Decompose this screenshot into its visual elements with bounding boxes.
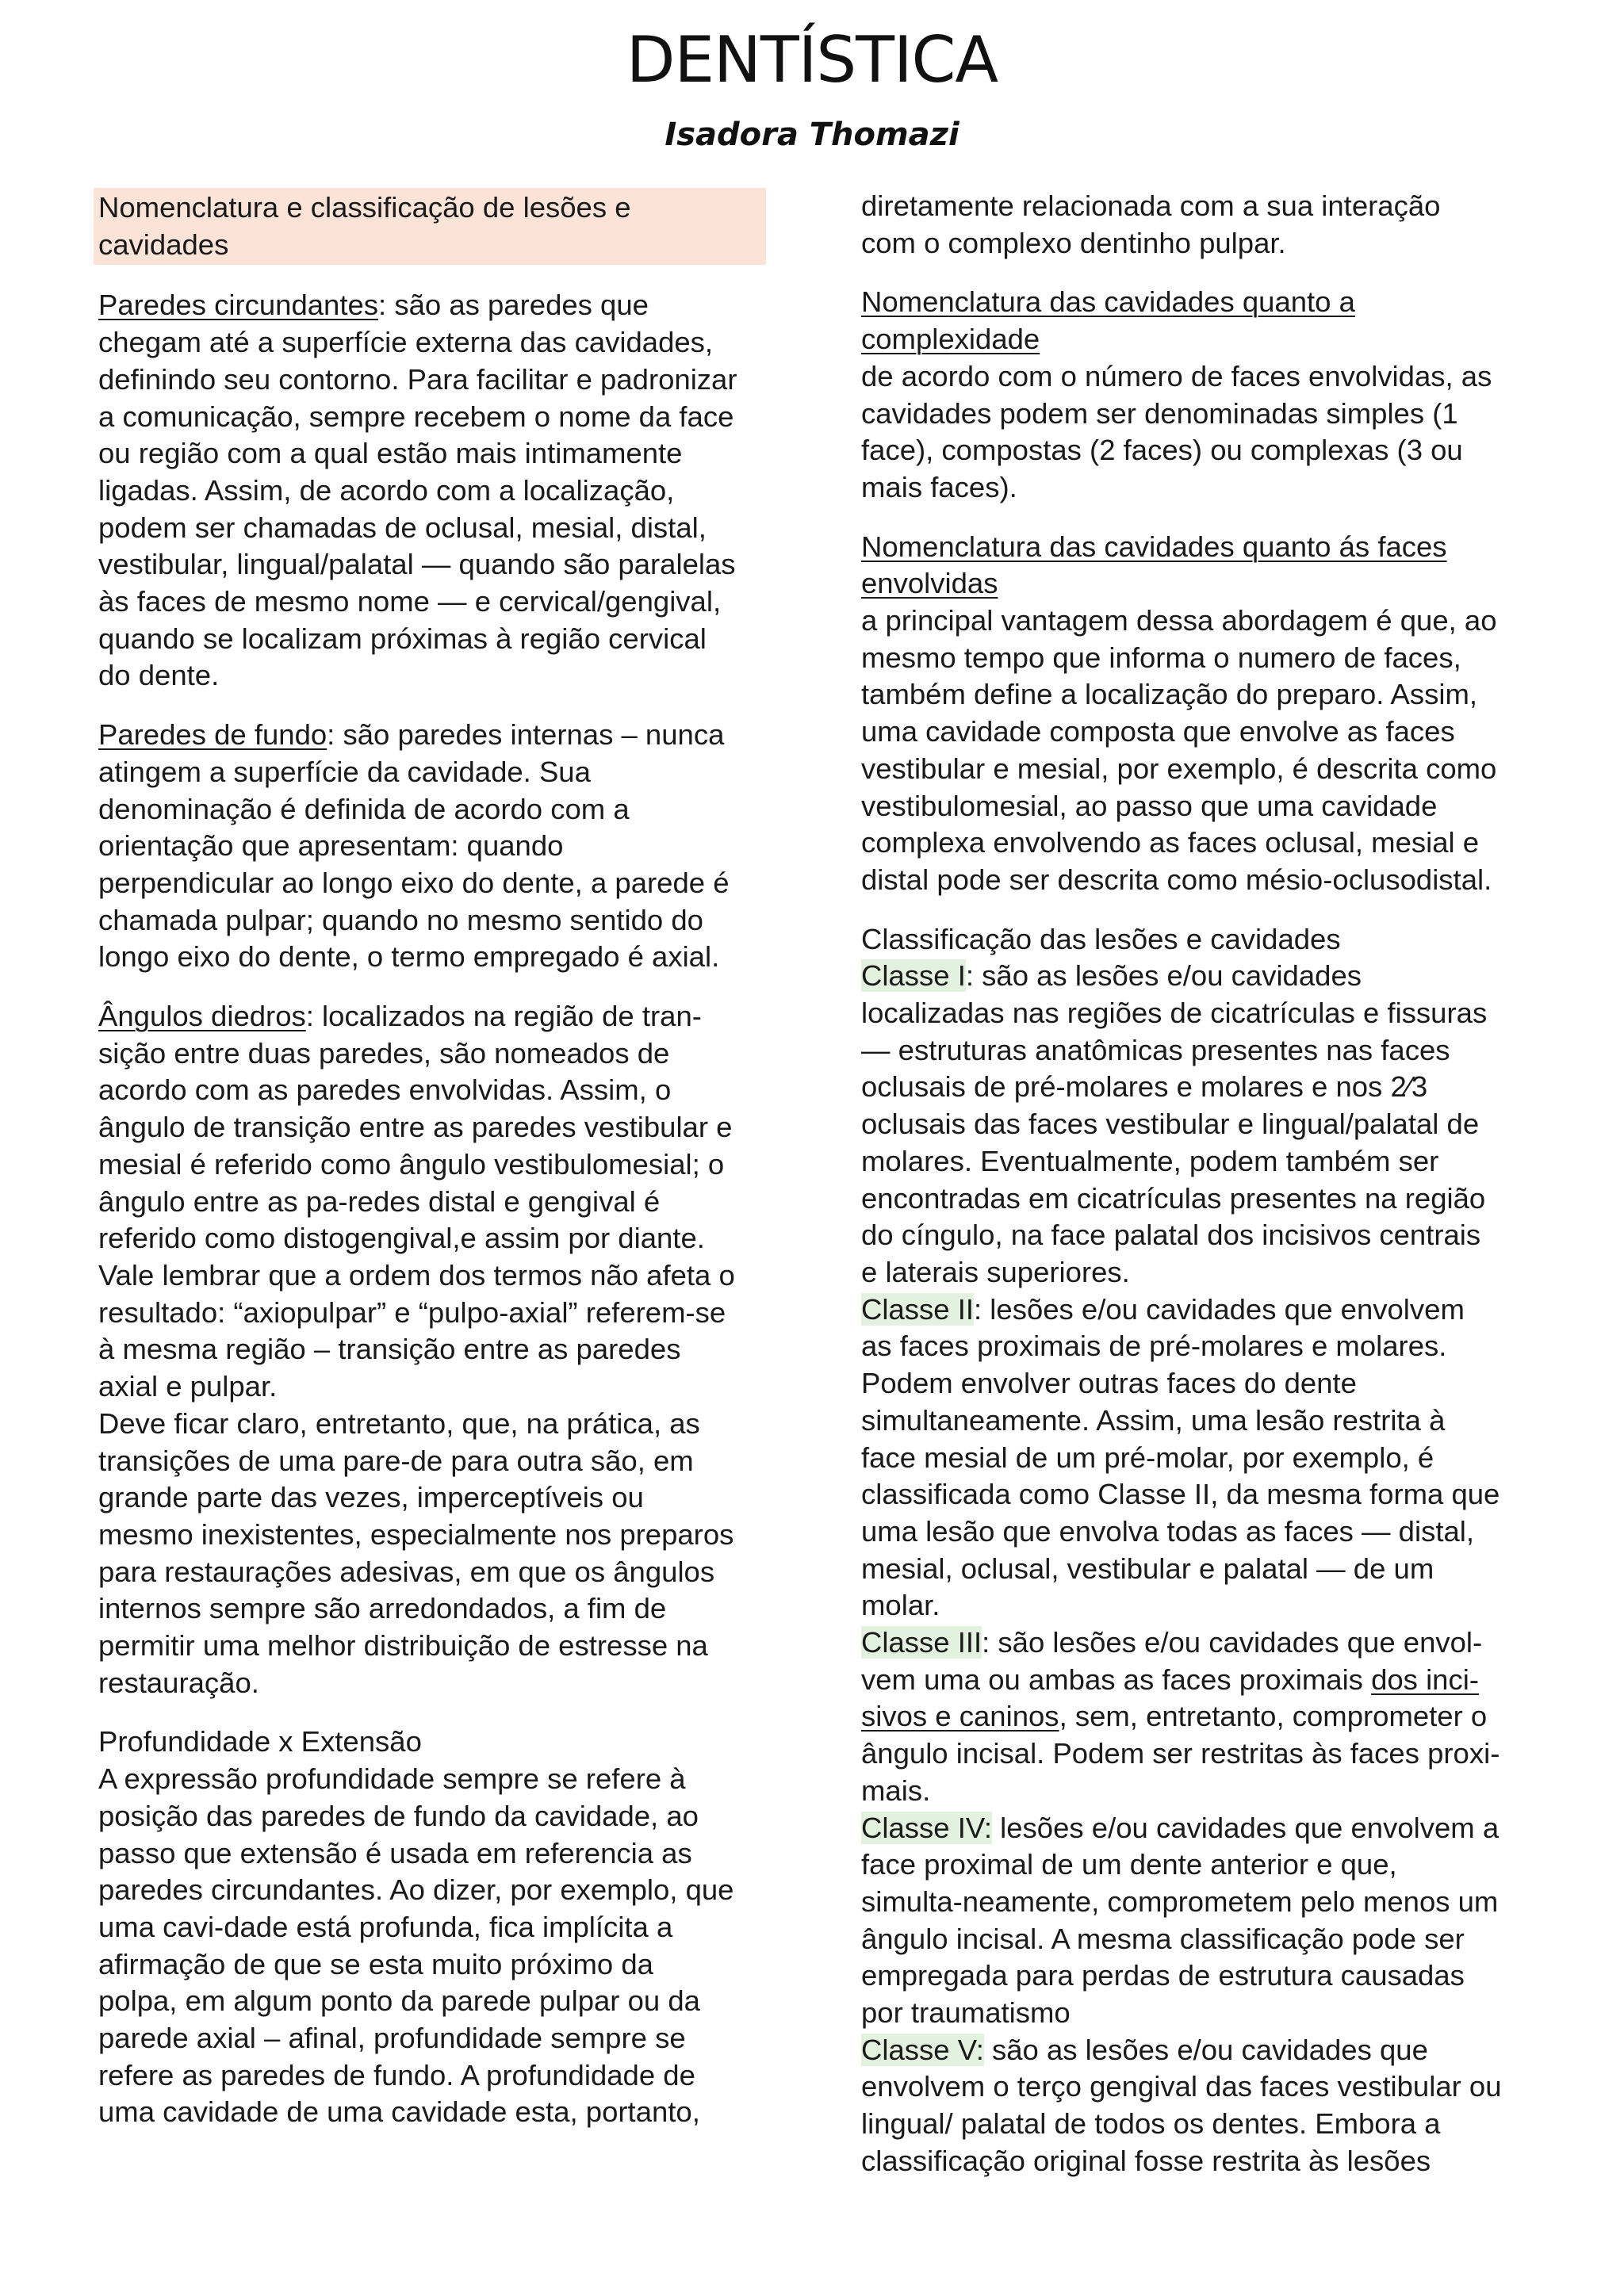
text-line: oclusais das faces vestibular e lingual/palatal de xyxy=(861,1108,1480,1141)
text-line: posição das paredes de fundo da cavidade, ao xyxy=(98,1799,699,1832)
section-heading: Classificação das lesões e cavidades xyxy=(861,922,1341,955)
text-line: e laterais superiores. xyxy=(861,1255,1130,1288)
text-line: longo eixo do dente, o termo empregado é axial. xyxy=(98,940,720,974)
text-line: vestibular e mesial, por exemplo, é descrita como xyxy=(861,752,1497,785)
text-line: quando se localizam próximas à região cervical xyxy=(98,622,707,655)
text-line: denominação é definida de acordo com a xyxy=(98,792,630,825)
text-line: A expressão profundidade sempre se refere à xyxy=(98,1762,686,1796)
text-line: ângulo de transição entre as paredes vestibular e xyxy=(98,1111,733,1144)
text-line: permitir uma melhor distribuição de estresse na xyxy=(98,1629,708,1663)
classe-label: Classe II xyxy=(861,1292,974,1326)
text-line: resultado: “axiopulpar” e “pulpo-axial” referem-se xyxy=(98,1295,726,1329)
classe-label: Classe IV: xyxy=(861,1811,992,1844)
section-heading: Nomenclatura das cavidades quanto a xyxy=(861,285,1355,319)
text-line: uma cavidade de uma cavidade esta, portanto, xyxy=(98,2095,700,2129)
text-line: Podem envolver outras faces do dente xyxy=(861,1367,1357,1400)
text-line: localizadas nas regiões de cicatrículas e fissuras xyxy=(861,997,1488,1030)
text-line: referido como distogengival,e assim por diante. xyxy=(98,1222,705,1255)
section-heading: envolvidas xyxy=(861,567,998,600)
underlined-text: sivos e caninos xyxy=(861,1700,1059,1733)
text-line: por traumatismo xyxy=(861,1996,1071,2030)
text-line: Deve ficar claro, entretanto, que, na prática, as xyxy=(98,1406,700,1440)
text-line: do dente. xyxy=(98,659,220,692)
text-line: , sem, entretanto, comprometer o xyxy=(1059,1700,1488,1733)
text-line: mesial é referido como ângulo vestibulomesial; o xyxy=(98,1147,725,1181)
text-line: acordo com as paredes envolvidas. Assim, o xyxy=(98,1073,672,1107)
text-line: : são lesões e/ou cavidades que envol- xyxy=(982,1626,1483,1659)
text-line: classificação original fosse restrita às lesões xyxy=(861,2144,1431,2177)
text-line: uma lesão que envolva todas as faces — distal, xyxy=(861,1514,1475,1548)
page-title: DENTÍSTICA xyxy=(626,23,998,97)
text-line: mesmo inexistentes, especialmente nos preparos xyxy=(98,1517,734,1551)
text-line: ligadas. Assim, de acordo com a localização, xyxy=(98,473,675,507)
text-line: à mesma região – transição entre as paredes xyxy=(98,1333,681,1366)
topic-line: Nomenclatura e classificação de lesões e xyxy=(98,191,631,224)
text-line: simulta-neamente, comprometem pelo menos um xyxy=(861,1885,1499,1918)
right-column xyxy=(861,188,1535,2202)
text-line: restauração. xyxy=(98,1666,259,1699)
text-line: molares. Eventualmente, podem também ser xyxy=(861,1144,1439,1177)
text-line: face mesial de um pré-molar, por exemplo, é xyxy=(861,1441,1434,1474)
paragraph-profundidade xyxy=(98,1724,772,2131)
text-line: oclusais de pré-molares e molares e nos 2⁄3 xyxy=(861,1070,1428,1104)
term-paredes-circundantes: Paredes circundantes xyxy=(98,289,379,322)
text-line: sição entre duas paredes, são nomeados de xyxy=(98,1036,670,1070)
text-line: — estruturas anatômicas presentes nas faces xyxy=(861,1033,1450,1066)
text-line: distal pode ser descrita como mésio-oclusodistal. xyxy=(861,863,1492,896)
text-line: ou região com a qual estão mais intimamente xyxy=(98,437,683,470)
paragraph-paredes-fundo xyxy=(98,717,772,976)
text-line: vestibular, lingual/palatal — quando são paralelas xyxy=(98,548,736,581)
section-heading: Nomenclatura das cavidades quanto ás faces xyxy=(861,530,1447,563)
text-line: afirmação de que se esta muito próximo da xyxy=(98,1947,653,1980)
text-line: para restaurações adesivas, em que os ângulos xyxy=(98,1555,715,1588)
paragraph-continuation xyxy=(861,188,1535,262)
text-line: classificada como Classe II, da mesma forma que xyxy=(861,1478,1500,1511)
text-line: : são paredes internas – nunca xyxy=(327,718,725,752)
underlined-text: dos inci- xyxy=(1371,1663,1479,1696)
text-line: : são as lesões e/ou cavidades xyxy=(965,959,1362,993)
text-line: podem ser chamadas de oclusal, mesial, distal, xyxy=(98,511,707,544)
text-line: ângulo incisal. Podem ser restritas às faces proxi- xyxy=(861,1737,1500,1770)
text-line: lesões e/ou cavidades que envolvem a xyxy=(991,1811,1500,1844)
text-line: são as lesões e/ou cavidades que xyxy=(983,2033,1428,2066)
text-line: refere as paredes de fundo. A profundidade de xyxy=(98,2058,695,2091)
classe-label: Classe I xyxy=(861,959,966,993)
text-line: lingual/ palatal de todos os dentes. Embora a xyxy=(861,2107,1441,2141)
text-line: face proximal de um dente anterior e que, xyxy=(861,1848,1397,1881)
text-line: do cíngulo, na face palatal dos incisivos centrais xyxy=(861,1219,1481,1252)
text-line: com o complexo dentinho pulpar. xyxy=(861,226,1286,259)
text-line: ângulo incisal. A mesma classificação pode ser xyxy=(861,1922,1465,1955)
paragraph-paredes-circundantes xyxy=(98,287,772,695)
text-line: : são as paredes que xyxy=(378,289,649,322)
author-name: Isadora Thomazi xyxy=(665,117,959,153)
left-column xyxy=(98,188,772,2153)
text-line: mais faces). xyxy=(861,470,1017,503)
text-line: polpa, em algum ponto da parede pulpar ou da xyxy=(98,1984,700,2018)
text-line: complexa envolvendo as faces oclusal, mesial e xyxy=(861,826,1480,859)
text-line: : localizados na região de tran- xyxy=(305,1000,702,1033)
text-line: internos sempre são arredondados, a fim de xyxy=(98,1592,667,1625)
text-line: mesial, oclusal, vestibular e palatal — de um xyxy=(861,1552,1434,1585)
section-heading: Profundidade x Extensão xyxy=(98,1725,422,1758)
text-line: chamada pulpar; quando no mesmo sentido do xyxy=(98,903,703,936)
text-line: passo que extensão é usada em referencia as xyxy=(98,1836,692,1869)
paragraph-angulos-diedros xyxy=(98,998,772,1701)
text-line: axial e pulpar. xyxy=(98,1370,278,1403)
text-line: uma cavidade composta que envolve as faces xyxy=(861,715,1455,748)
text-line: vestibulomesial, ao passo que uma cavidade xyxy=(861,789,1438,822)
text-line: mesmo tempo que informa o numero de faces, xyxy=(861,641,1461,674)
text-line: atingem a superfície da cavidade. Sua xyxy=(98,755,591,788)
classe-label: Classe III xyxy=(861,1626,982,1659)
text-line: a comunicação, sempre recebem o nome da face xyxy=(98,400,734,433)
text-line: vem uma ou ambas as faces proximais xyxy=(861,1663,1372,1696)
text-line: às faces de mesmo nome — e cervical/gengival, xyxy=(98,585,722,618)
text-line: definindo seu contorno. Para facilitar e padronizar xyxy=(98,362,737,396)
text-line: empregada para perdas de estrutura causadas xyxy=(861,1959,1465,1992)
paragraph-complexidade xyxy=(861,284,1535,506)
text-line: envolvem o terço gengival das faces vestibular ou xyxy=(861,2070,1502,2103)
text-line: simultaneamente. Assim, uma lesão restrita à xyxy=(861,1403,1446,1437)
paragraph-faces xyxy=(861,529,1535,899)
text-line: orientação que apresentam: quando xyxy=(98,829,564,863)
text-line: também define a localização do preparo. Assim, xyxy=(861,678,1478,711)
term-paredes-fundo: Paredes de fundo xyxy=(98,718,327,752)
text-line: de acordo com o número de faces envolvidas, as xyxy=(861,359,1492,392)
text-line: parede axial – afinal, profundidade sempre se xyxy=(98,2022,686,2055)
text-line: face), compostas (2 faces) ou complexas (3 ou xyxy=(861,434,1463,467)
text-line: transições de uma pare-de para outra são, em xyxy=(98,1444,694,1477)
topic-highlight xyxy=(94,188,766,265)
term-angulos-diedros: Ângulos diedros xyxy=(98,1000,306,1033)
text-line: molar. xyxy=(861,1589,940,1622)
text-line: Vale lembrar que a ordem dos termos não afeta o xyxy=(98,1258,735,1292)
text-line: paredes circundantes. Ao dizer, por exemplo, que xyxy=(98,1873,734,1907)
text-line: grande parte das vezes, imperceptíveis ou xyxy=(98,1481,644,1514)
text-line: diretamente relacionada com a sua interação xyxy=(861,189,1441,222)
text-line: as faces proximais de pré-molares e molares. xyxy=(861,1330,1447,1363)
topic-line: cavidades xyxy=(98,228,229,261)
text-line: : lesões e/ou cavidades que envolvem xyxy=(974,1292,1465,1326)
paragraph-classificacao xyxy=(861,921,1535,2180)
text-line: ângulo entre as pa-redes distal e gengival é xyxy=(98,1184,661,1218)
text-line: chegam até a superfície externa das cavidades, xyxy=(98,326,714,359)
text-line: mais. xyxy=(861,1774,931,1807)
section-heading: complexidade xyxy=(861,323,1040,356)
text-line: a principal vantagem dessa abordagem é que, ao xyxy=(861,604,1497,637)
text-line: uma cavi-dade está profunda, fica implícita a xyxy=(98,1910,673,1943)
text-line: cavidades podem ser denominadas simples (1 xyxy=(861,396,1458,430)
text-line: perpendicular ao longo eixo do dente, a parede é xyxy=(98,866,730,899)
classe-label: Classe V: xyxy=(861,2033,984,2066)
text-line: encontradas em cicatrículas presentes na região xyxy=(861,1181,1486,1215)
